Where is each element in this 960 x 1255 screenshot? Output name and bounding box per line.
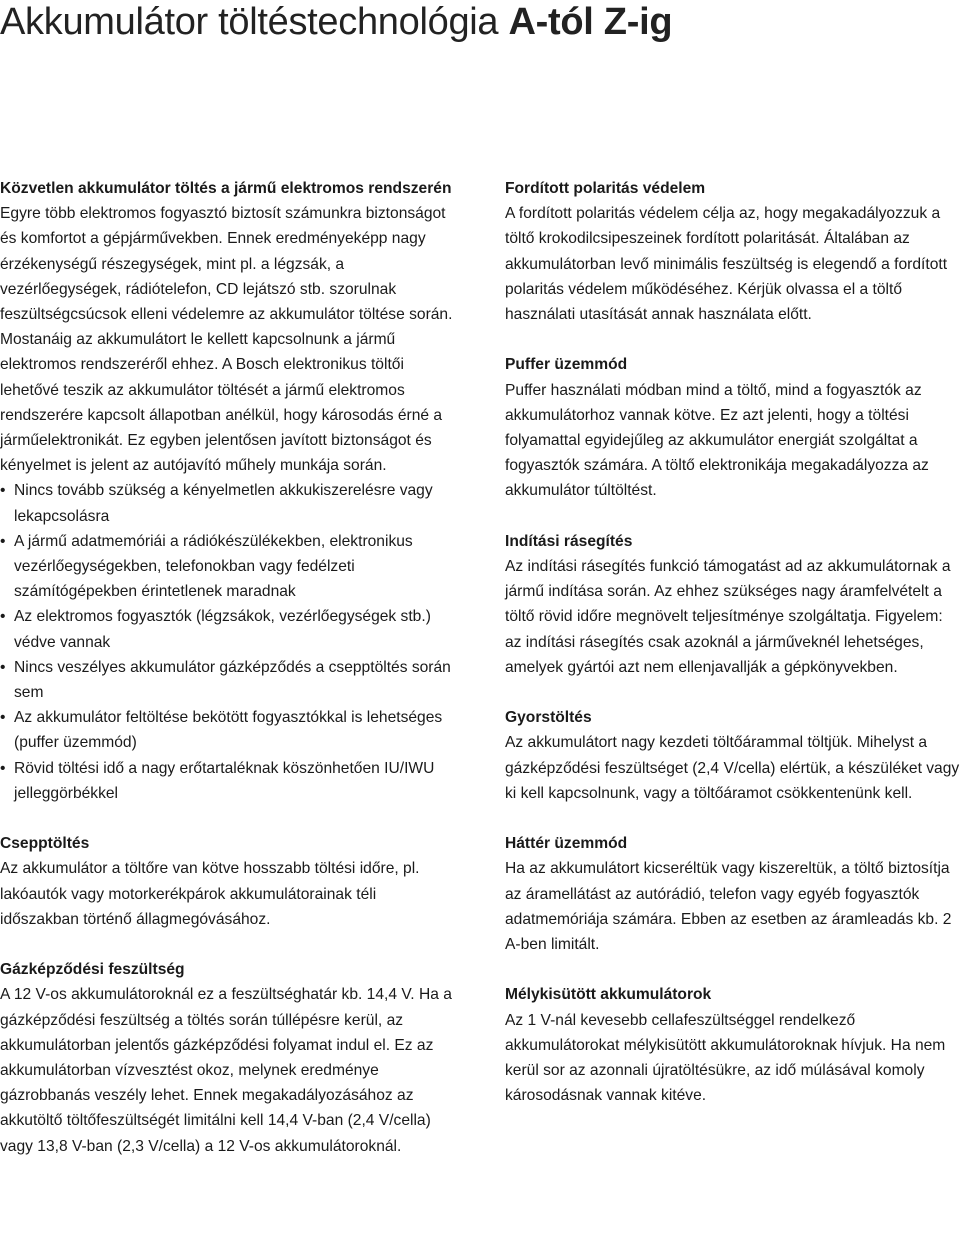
section-heading: Közvetlen akkumulátor töltés a jármű elektromos rendszerén — [0, 180, 452, 197]
section-text: Ha az akkumulátort kicseréltük vagy kiszereltük, a töltő biztosítja az áramellátást az autórádió, telefon vagy egyéb fogyasztók adatmemóriája számára. Ebben az esetben az áramleadás kb. 2 A-ben limitált. — [505, 860, 952, 954]
section-text: Az indítási rásegítés funkció támogatást ad az akkumulátornak a jármű indítása során. Az ehhez szükséges nagy áramfelvételt a töltő rövid időre megnövelt teljesítménye szolgáltatja. Figyelem: az indítási rásegítés csak azoknál a járműveknél lehetséges, amelyek gyártói azt nem ellenjavallják a gépkönyvekben. — [505, 558, 951, 676]
benefit-list — [0, 478, 455, 806]
list-item: • A jármű adatmemóriái a rádiókészülékekben, elektronikus vezérlőegységekben, telefonokban vagy fedélzeti számítógépekben érintetlenek maradnak — [0, 529, 455, 605]
section-text: Az akkumulátort nagy kezdeti töltőárammal töltjük. Mihelyst a gázképződési feszültséget (2,4 V/cella) elértük, a készüléket vagy ki kell kapcsolnunk, vagy a töltőáramot csökkentenünk kell. — [505, 734, 960, 802]
section-heading: Mélykisütött akkumulátorok — [505, 986, 712, 1004]
list-item: • Az elektromos fogyasztók (légzsákok, vezérlőegységek stb.) védve vannak — [0, 604, 455, 654]
section-text: Az 1 V-nál kevesebb cellafeszültséggel rendelkező akkumulátorokat mélykisütött akkumulátoroknak hívjuk. Ha nem kerül sor az azonnali újratöltésükre, az idő múlásával komoly károsodásnak vannak kitéve. — [505, 1011, 946, 1105]
right-column — [505, 176, 960, 1108]
section-fast-charging — [505, 705, 960, 806]
section-direct-charging — [0, 176, 455, 806]
section-reverse-polarity — [505, 176, 960, 327]
section-start-assist — [505, 529, 960, 680]
section-text: A fordított polaritás védelem célja az, hogy megakadályozzuk a töltő krokodilcsipeszeinek fordított polaritását. Általában az akkumulátorban levő minimális feszültség is elegendő a fordított polaritás védelem működéséhez. Kérjük olvassa el a töltő használati utasítását annak használata előtt. — [505, 205, 948, 324]
section-background-mode — [505, 831, 960, 957]
section-heading: Fordított polaritás védelem — [505, 180, 706, 197]
list-item: • Nincs tovább szükség a kényelmetlen akkukiszerelésre vagy lekapcsolásra — [0, 478, 455, 528]
section-heading: Gázképződési feszültség — [0, 961, 185, 979]
section-heading: Indítási rásegítés — [505, 532, 633, 550]
section-heading: Háttér üzemmód — [505, 835, 628, 853]
list-item: • Nincs veszélyes akkumulátor gázképződés a csepptöltés során sem — [0, 655, 455, 705]
left-column — [0, 176, 455, 1159]
section-trickle-charging — [0, 831, 455, 932]
page-title — [0, 0, 672, 44]
section-heading: Csepptöltés — [0, 835, 90, 853]
section-heading: Gyorstöltés — [505, 709, 592, 727]
section-text: A 12 V-os akkumulátoroknál ez a feszültséghatár kb. 14,4 V. Ha a gázképződési feszültség a töltés során túllépésre kerül, az akkumulátorban jelentős gázképződési folyamat indul el. Ez az akkumulátorban vízvesztést okoz, melynek eredménye gázrobbanás veszély lehet. Ennek megakadályozásához az akkutöltő töltőfeszültségét limitálni kell 14,4 V-ban (2,4 V/cella) vagy 13,8 V-ban (2,3 V/cella) a 12 V-os akkumulátoroknál. — [0, 986, 452, 1155]
section-buffer-mode — [505, 352, 960, 503]
page-title-main: Akkumulátor töltéstechnológia — [0, 1, 499, 43]
section-text: Az akkumulátor a töltőre van kötve hosszabb töltési időre, pl. lakóautók vagy motorkerékpárok akkumulátorainak téli időszakban történő állagmegóvásához. — [0, 860, 420, 928]
list-item: • Rövid töltési idő a nagy erőtartaléknak köszönhetően IU/IWU jelleggörbékkel — [0, 756, 455, 806]
list-item: • Az akkumulátor feltöltése bekötött fogyasztókkal is lehetséges (puffer üzemmód) — [0, 705, 455, 755]
section-deep-discharged — [505, 982, 960, 1108]
section-heading: Puffer üzemmód — [505, 356, 628, 374]
section-text: Egyre több elektromos fogyasztó biztosít számunkra biztonságot és komfortot a gépjárművekben. Ennek eredményeképp nagy érzékenységű részegységek, mint pl. a légzsák, a vezérlőegységek, rádiótelefon, CD lejátszó stb. szorulnak feszültségcsúcsok elleni védelemre az akkumulátor töltése során. Mostanáig az akkumulátort le kellett kapcsolnunk a jármű elektromos rendszeréről ehhez. A Bosch elektronikus töltői lehetővé teszik az akkumulátor töltését a jármű elektromos rendszerére kapcsolt állapotban anélkül, hogy károsodás érné a járműelektronikát. Ez egyben jelentősen javított biztonságot és kényelmet is jelent az autójavító műhely munkája során. — [0, 205, 453, 475]
page-title-bold: A-tól Z-ig — [508, 1, 673, 43]
section-gassing-voltage — [0, 957, 455, 1159]
section-text: Puffer használati módban mind a töltő, mind a fogyasztók az akkumulátorhoz vannak kötve. Ez azt jelenti, hogy a töltési folyamattal egyidejűleg az akkumulátor energiát szolgáltat a fogyasztók számára. A töltő elektronikája megakadályozza az akkumulátor túltöltést. — [505, 381, 929, 500]
